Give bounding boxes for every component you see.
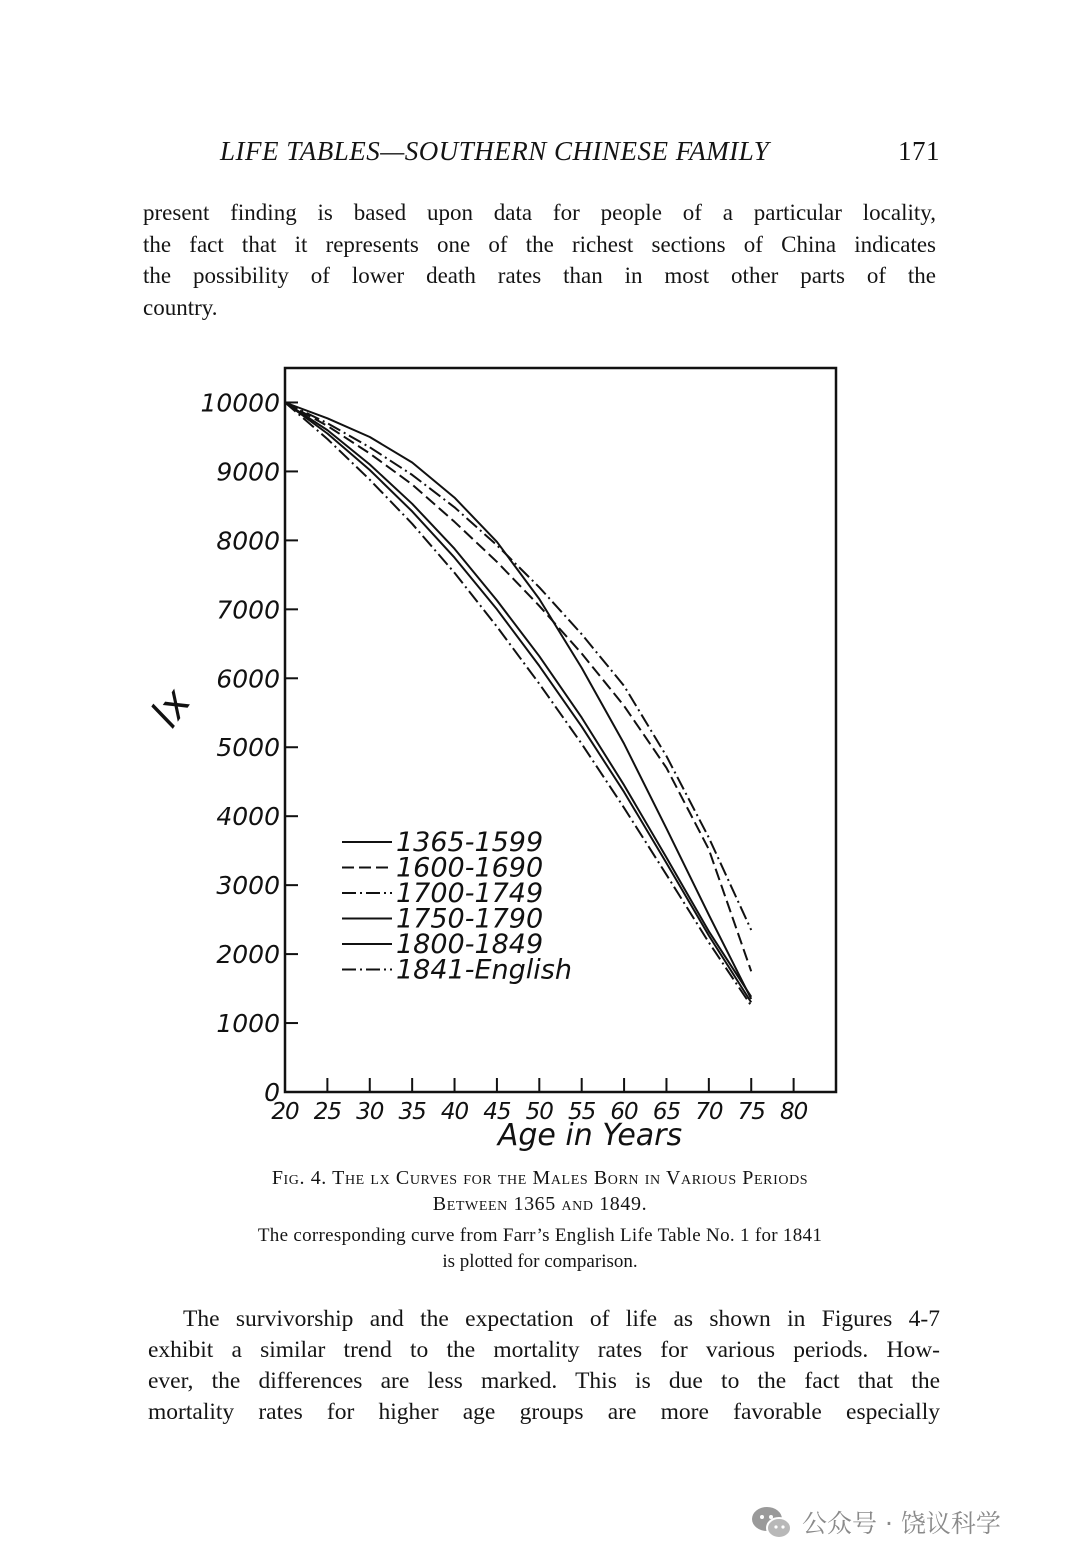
y-tick-label: 1000 (216, 1009, 280, 1039)
y-tick-label: 9000 (216, 457, 280, 487)
x-tick-label: 60 (610, 1099, 638, 1125)
x-tick-label: 25 (313, 1099, 342, 1125)
text-line: The survivorship and the expectation of life as shown in Figures 4-7 (183, 1306, 940, 1332)
y-tick-label: 3000 (216, 871, 280, 901)
paragraph-top (143, 197, 936, 323)
running-head (220, 136, 940, 170)
lx-chart (130, 355, 850, 1155)
wechat-icon (750, 1504, 794, 1542)
y-tick-label: 0 (264, 1078, 280, 1107)
y-tick-label: 2000 (216, 940, 280, 970)
x-axis-label: Age in Years (497, 1118, 683, 1153)
x-tick-label: 55 (568, 1099, 596, 1125)
x-tick-label: 45 (483, 1099, 511, 1125)
text-line: country. (143, 294, 218, 320)
legend-label: 1800-1849 (396, 929, 544, 960)
caption-title-line-2: Between 1365 and 1849. (432, 1193, 648, 1215)
y-axis-label: lx (142, 680, 201, 736)
text-line: the fact that it represents one of the richest sections of China indicates (143, 231, 936, 257)
legend-label: 1700-1749 (396, 878, 544, 909)
text-line: the possibility of lower death rates than in most other parts of the (143, 263, 936, 288)
y-tick-label: 6000 (216, 664, 280, 694)
watermark (750, 1502, 1060, 1542)
y-tick-label: 7000 (216, 595, 280, 625)
x-tick-label: 40 (440, 1099, 469, 1125)
text-line: ever, the differences are less marked. This is due to the fact that the (148, 1368, 940, 1394)
caption-note-line-2: is plotted for comparison. (442, 1251, 638, 1272)
running-title: LIFE TABLES—SOUTHERN CHINESE FAMILY (220, 136, 770, 166)
legend-label: 1365-1599 (396, 827, 544, 858)
text-line: present finding is based upon data for people of a particular locality, (143, 200, 936, 225)
caption-title-line-1: Fig. 4. The lx Curves for the Males Born in Various Periods (271, 1167, 809, 1189)
y-tick-label: 5000 (216, 733, 280, 763)
text-line: mortality rates for higher age groups are more favorable especially (148, 1399, 940, 1425)
y-tick-label: 8000 (216, 526, 280, 556)
x-tick-label: 70 (695, 1099, 723, 1125)
legend-label: 1750-1790 (396, 903, 544, 935)
paragraph-bottom (148, 1304, 940, 1428)
x-tick-label: 65 (652, 1099, 681, 1125)
text-line: exhibit a similar trend to the mortality rates for various periods. How- (148, 1337, 940, 1363)
x-tick-label: 30 (356, 1099, 384, 1125)
caption-note-line-1: The corresponding curve from Farr’s English Life Table No. 1 for 1841 (257, 1225, 823, 1246)
figure-4 (130, 355, 850, 1155)
legend-label: 1600-1690 (396, 852, 544, 884)
y-tick-label: 4000 (216, 802, 280, 832)
x-tick-label: 35 (398, 1099, 426, 1125)
page-number: 171 (898, 136, 940, 166)
x-tick-label: 80 (779, 1099, 808, 1125)
x-tick-label: 20 (271, 1099, 299, 1125)
x-tick-label: 75 (737, 1099, 765, 1125)
watermark-text: 公众号 · 饶议科学 (802, 1509, 1001, 1538)
x-tick-label: 50 (525, 1099, 553, 1125)
y-tick-label: 10000 (200, 388, 280, 418)
figure-caption (160, 1165, 920, 1275)
legend-label: 1841-English (396, 954, 572, 986)
